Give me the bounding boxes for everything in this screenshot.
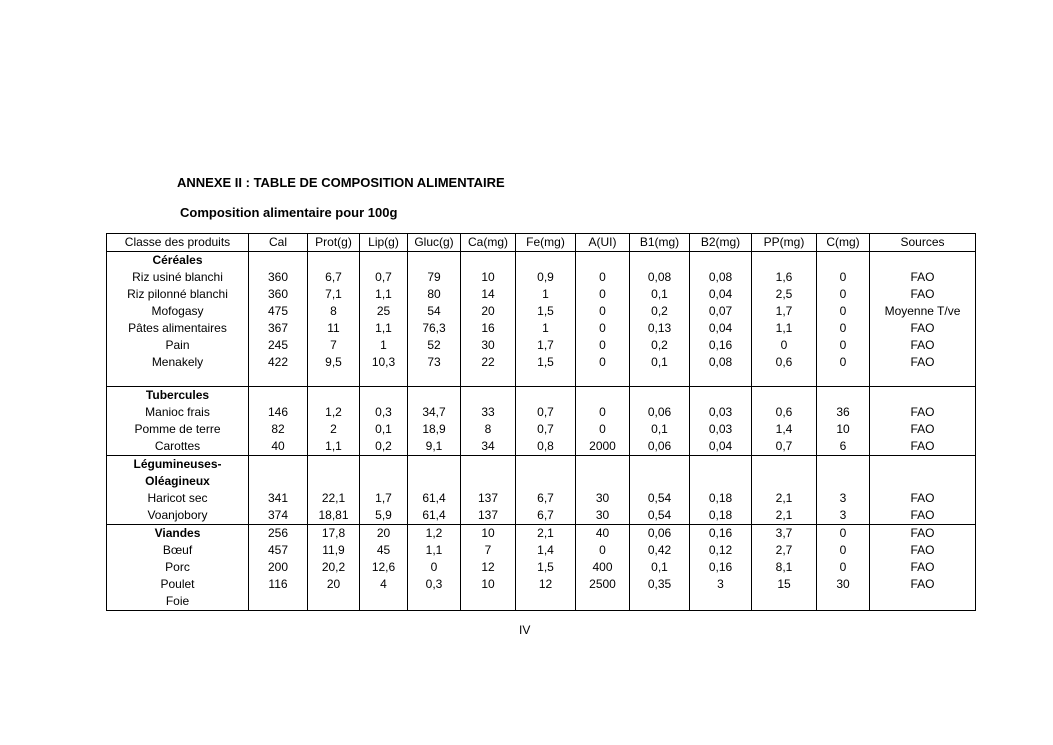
cell-value: 3,7	[775, 526, 793, 540]
product-name: Pain	[165, 338, 190, 352]
cell-value: 0	[839, 270, 847, 284]
cell-value: 20,2	[321, 560, 346, 574]
cell-value: 0,08	[708, 270, 733, 284]
cell-value: 2,1	[537, 526, 554, 540]
cell-value: 0,16	[708, 526, 733, 540]
cell-value: 2,1	[775, 508, 793, 522]
cell-value: 6,7	[537, 491, 554, 505]
cell-value: 116	[268, 577, 288, 591]
cell-value: 82	[271, 422, 285, 436]
table-cell	[516, 456, 576, 525]
table-cell	[249, 252, 308, 387]
table-subtitle: Composition alimentaire pour 100g	[180, 205, 398, 220]
cell-value: 3	[839, 508, 847, 522]
table-cell	[576, 525, 630, 611]
cell-value: FAO	[910, 321, 935, 335]
cell-value: 0	[599, 321, 606, 335]
cell-value: 25	[376, 304, 391, 318]
cell-value: 0	[839, 355, 847, 369]
cell-value: 0	[839, 338, 847, 352]
cell-value: FAO	[910, 439, 935, 453]
table-group	[107, 525, 976, 611]
cell-value: 367	[267, 321, 289, 335]
cell-value: 20	[376, 526, 391, 540]
table-cell	[249, 456, 308, 525]
cell-value: 1,1	[775, 321, 793, 335]
table-cell	[817, 525, 870, 611]
cell-value: 33	[481, 405, 495, 419]
cell-value: 0,42	[647, 543, 672, 557]
cell-value: 1,5	[537, 560, 554, 574]
cell-value: 360	[267, 270, 289, 284]
cell-value: 0	[430, 560, 438, 574]
cell-value: 8	[330, 304, 337, 318]
cell-value	[576, 593, 629, 610]
table-group	[107, 387, 976, 456]
table-row	[107, 456, 976, 525]
table-cell	[461, 456, 516, 525]
cell-value: 80	[427, 287, 441, 301]
cell-value: 1,6	[775, 270, 793, 284]
cell-value: 12	[481, 560, 495, 574]
cell-value: 54	[427, 304, 441, 318]
cell-value: 1,5	[537, 304, 554, 318]
table-cell	[690, 252, 752, 387]
page-number: IV	[519, 623, 531, 637]
cell-value: 360	[267, 287, 289, 301]
cell-value: 0	[839, 321, 847, 335]
cell-value: 34	[481, 439, 495, 453]
cell-value: 3	[839, 491, 847, 505]
table-cell	[870, 387, 976, 456]
table-cell	[360, 525, 408, 611]
cell-value: 40	[271, 439, 285, 453]
table-cell	[308, 252, 360, 387]
cell-value: 0,04	[708, 439, 733, 453]
product-name: Mofogasy	[151, 304, 204, 318]
cell-value: 6,7	[537, 508, 554, 522]
cell-value: 10	[836, 422, 850, 436]
cell-value: 0,1	[375, 422, 392, 436]
table-cell	[630, 525, 690, 611]
cell-value: 8	[484, 422, 492, 436]
table-cell	[690, 525, 752, 611]
column-header: Gluc(g)	[408, 234, 461, 252]
table-cell	[360, 456, 408, 525]
cell-value: 200	[267, 560, 289, 574]
cell-value: 0,54	[647, 491, 672, 505]
cell-value: FAO	[910, 508, 935, 522]
cell-value: 36	[836, 405, 850, 419]
cell-value: 0,6	[775, 355, 793, 369]
cell-value: 3	[717, 577, 724, 591]
cell-value: 341	[267, 491, 289, 505]
cell-value: 0	[780, 338, 788, 352]
cell-value: 30	[595, 508, 610, 522]
cell-value: FAO	[910, 526, 935, 540]
table-cell	[408, 525, 461, 611]
table-cell	[461, 525, 516, 611]
cell-value: FAO	[910, 491, 935, 505]
table-cell	[817, 387, 870, 456]
table-cell	[752, 525, 817, 611]
product-name: Foie	[165, 594, 190, 608]
column-header: Lip(g)	[360, 234, 408, 252]
table-header-row	[107, 234, 976, 252]
table-cell	[752, 456, 817, 525]
cell-value: 10	[481, 526, 495, 540]
cell-value: 52	[427, 338, 441, 352]
cell-value: 0,3	[375, 405, 392, 419]
column-header: Fe(mg)	[516, 234, 576, 252]
table-cell	[308, 525, 360, 611]
cell-value: 0	[839, 560, 847, 574]
cell-value: 0,1	[651, 560, 668, 574]
table-cell	[752, 252, 817, 387]
table-cell	[576, 456, 630, 525]
cell-value: 0,1	[651, 355, 668, 369]
cell-value: 15	[777, 577, 791, 591]
table-cell	[630, 387, 690, 456]
cell-value: 16	[481, 321, 495, 335]
cell-value: 0	[599, 287, 606, 301]
cell-value	[690, 593, 751, 610]
cell-value: 1	[380, 338, 387, 352]
cell-value: 12,6	[371, 560, 396, 574]
table-cell	[690, 456, 752, 525]
product-name: Haricot sec	[147, 491, 208, 505]
table-cell	[360, 387, 408, 456]
cell-value: 22	[481, 355, 495, 369]
cell-value: 1,1	[425, 543, 443, 557]
cell-value: 1,2	[325, 405, 342, 419]
cell-value: 0	[839, 526, 847, 540]
cell-value: 11	[327, 321, 340, 335]
column-header: PP(mg)	[752, 234, 817, 252]
cell-value: 137	[477, 508, 499, 522]
cell-value: 34,7	[422, 405, 446, 419]
product-name: Riz pilonné blanchi	[127, 287, 228, 301]
cell-value: 45	[376, 543, 391, 557]
cell-value: 20	[326, 577, 341, 591]
cell-value: 1,5	[537, 355, 554, 369]
cell-value: 79	[427, 270, 441, 284]
cell-value: FAO	[910, 270, 935, 284]
cell-value: 0,18	[708, 508, 733, 522]
cell-value: 22,1	[321, 491, 346, 505]
cell-value: 0,16	[708, 560, 733, 574]
page-title: ANNEXE II : TABLE DE COMPOSITION ALIMENTAIRE	[177, 175, 505, 190]
cell-value: 0,07	[708, 304, 733, 318]
table-group	[107, 456, 976, 525]
cell-value: 1,1	[325, 439, 342, 453]
cell-value: 0	[839, 543, 847, 557]
product-name: Carottes	[154, 439, 201, 453]
table-group	[107, 252, 976, 387]
cell-value: 0,9	[537, 270, 554, 284]
cell-value: 0,7	[375, 270, 392, 284]
cell-value: 1,7	[775, 304, 793, 318]
cell-value: 0,08	[647, 270, 672, 284]
cell-value: 17,8	[321, 526, 346, 540]
cell-value: 20	[481, 304, 495, 318]
cell-value: 76,3	[422, 321, 446, 335]
cell-value: 0	[599, 355, 606, 369]
cell-value	[249, 593, 307, 610]
table-cell	[576, 387, 630, 456]
table-cell	[249, 387, 308, 456]
column-header: B2(mg)	[690, 234, 752, 252]
cell-value: FAO	[910, 287, 935, 301]
column-header: Sources	[870, 234, 976, 252]
column-header: Ca(mg)	[461, 234, 516, 252]
group-header: Oléagineux	[145, 474, 210, 488]
cell-value: FAO	[910, 577, 935, 591]
table-cell	[516, 525, 576, 611]
cell-value: 10,3	[371, 355, 396, 369]
product-name: Pomme de terre	[134, 422, 221, 436]
cell-value: 7,1	[325, 287, 342, 301]
table-cell	[870, 525, 976, 611]
cell-value: 137	[477, 491, 499, 505]
table-cell	[516, 252, 576, 387]
cell-value: FAO	[910, 405, 935, 419]
cell-value: FAO	[910, 355, 935, 369]
table-row	[107, 252, 976, 387]
cell-value: 0,06	[647, 405, 672, 419]
cell-value: 1,7	[375, 491, 392, 505]
table-row	[107, 387, 976, 456]
cell-value: 0,06	[647, 526, 672, 540]
product-name: Manioc frais	[145, 405, 210, 419]
cell-value: 256	[267, 526, 289, 540]
cell-value	[630, 593, 689, 610]
cell-value: 0,3	[425, 577, 443, 591]
table-cell	[408, 252, 461, 387]
cell-value: 2	[330, 422, 337, 436]
cell-value: 73	[427, 355, 441, 369]
product-name: Pâtes alimentaires	[128, 321, 227, 335]
cell-value: 0,1	[651, 422, 668, 436]
table-cell	[308, 387, 360, 456]
cell-value: 30	[595, 491, 610, 505]
cell-value	[360, 593, 407, 610]
table-cell	[870, 456, 976, 525]
cell-value: 400	[592, 560, 613, 574]
product-name: Bœuf	[162, 543, 193, 557]
cell-value: 1,4	[775, 422, 793, 436]
table-cell	[461, 252, 516, 387]
cell-value: 146	[267, 405, 289, 419]
cell-value: 0,7	[537, 405, 554, 419]
table-cell	[817, 456, 870, 525]
cell-value: 1	[542, 321, 549, 335]
cell-value: 30	[481, 338, 495, 352]
cell-value: 0,35	[647, 577, 672, 591]
cell-value: 0,13	[647, 321, 672, 335]
cell-value: 11,9	[322, 543, 345, 557]
cell-value: 2,1	[775, 491, 793, 505]
cell-value: 10	[481, 270, 495, 284]
cell-value: 0,8	[537, 439, 554, 453]
cell-value: 245	[267, 338, 289, 352]
column-header: Prot(g)	[308, 234, 360, 252]
cell-value: 18,81	[318, 508, 349, 522]
cell-value: 2,5	[775, 287, 793, 301]
cell-value: 1,7	[537, 338, 554, 352]
composition-table	[106, 233, 976, 611]
table-cell	[360, 252, 408, 387]
product-name: Porc	[165, 560, 190, 574]
table-cell	[516, 387, 576, 456]
cell-value: 4	[380, 577, 387, 591]
product-name: Viandes	[154, 526, 201, 540]
cell-value: 0	[599, 338, 606, 352]
table-cell	[461, 387, 516, 456]
cell-value: 1,2	[425, 526, 443, 540]
cell-value: 8,1	[775, 560, 793, 574]
table-cell	[817, 252, 870, 387]
table-cell	[249, 525, 308, 611]
table-cell	[408, 456, 461, 525]
table-cell	[107, 387, 249, 456]
cell-value: 2000	[589, 439, 616, 453]
cell-value: 475	[267, 304, 289, 318]
cell-value: 0,18	[708, 491, 733, 505]
table-row	[107, 525, 976, 611]
cell-value: 61,4	[422, 508, 446, 522]
cell-value	[870, 593, 975, 610]
cell-value: 0,06	[647, 439, 672, 453]
table-cell	[107, 525, 249, 611]
cell-value: 0	[599, 422, 606, 436]
cell-value: 0,08	[708, 355, 733, 369]
cell-value: 5,9	[375, 508, 392, 522]
cell-value: 1,1	[375, 287, 392, 301]
cell-value: 1,4	[537, 543, 554, 557]
cell-value: 9,5	[325, 355, 342, 369]
cell-value: FAO	[910, 560, 935, 574]
cell-value: 0,6	[775, 405, 793, 419]
cell-value: 61,4	[422, 491, 446, 505]
cell-value: 0,04	[708, 321, 733, 335]
cell-value	[461, 593, 515, 610]
cell-value: 0,12	[708, 543, 733, 557]
cell-value: Moyenne T/ve	[884, 304, 961, 318]
cell-value: 18,9	[422, 422, 446, 436]
group-header: Tubercules	[145, 388, 210, 402]
cell-value	[516, 593, 575, 610]
cell-value: 10	[481, 577, 495, 591]
table-cell	[308, 456, 360, 525]
cell-value: 30	[836, 577, 850, 591]
cell-value: 0,04	[708, 287, 733, 301]
column-header: Cal	[249, 234, 308, 252]
cell-value: 0,2	[651, 304, 668, 318]
cell-value: 7	[330, 338, 337, 352]
cell-value	[752, 593, 816, 610]
cell-value: 374	[267, 508, 289, 522]
cell-value	[817, 593, 869, 610]
table-cell	[690, 387, 752, 456]
cell-value: 2500	[589, 577, 616, 591]
table-cell	[630, 456, 690, 525]
product-name: Menakely	[151, 355, 204, 369]
group-header: Légumineuses-	[133, 457, 222, 471]
column-header: Classe des produits	[107, 234, 249, 252]
cell-value: 0,16	[708, 338, 733, 352]
cell-value: 1,1	[375, 321, 392, 335]
table-cell	[870, 252, 976, 387]
cell-value: 0	[599, 405, 606, 419]
product-name: Riz usiné blanchi	[132, 270, 223, 284]
cell-value: 40	[595, 526, 610, 540]
column-header: C(mg)	[817, 234, 870, 252]
cell-value: 12	[538, 577, 553, 591]
cell-value: 0,7	[775, 439, 793, 453]
cell-value: 0,7	[537, 422, 554, 436]
table-cell	[630, 252, 690, 387]
table-cell	[408, 387, 461, 456]
cell-value: 457	[267, 543, 289, 557]
cell-value: 0	[839, 304, 847, 318]
column-header: B1(mg)	[630, 234, 690, 252]
product-name: Voanjobory	[147, 508, 208, 522]
cell-value: 6,7	[325, 270, 342, 284]
column-header: A(UI)	[576, 234, 630, 252]
cell-value: 6	[839, 439, 847, 453]
cell-value: FAO	[910, 338, 935, 352]
cell-value	[308, 593, 359, 610]
cell-value: 0,54	[647, 508, 672, 522]
product-name: Poulet	[160, 577, 195, 591]
cell-value: 0,03	[708, 405, 733, 419]
cell-value: 2,7	[775, 543, 793, 557]
cell-value: 7	[484, 543, 492, 557]
group-header: Céréales	[152, 253, 203, 267]
table-cell	[576, 252, 630, 387]
cell-value: 0	[599, 543, 606, 557]
cell-value: 1	[542, 287, 549, 301]
cell-value: 0	[599, 270, 606, 284]
cell-value	[408, 593, 460, 610]
cell-value: 422	[267, 355, 289, 369]
table-cell	[107, 456, 249, 525]
table-cell	[107, 252, 249, 387]
cell-value: 0	[599, 304, 606, 318]
cell-value: FAO	[910, 543, 935, 557]
cell-value: 0	[839, 287, 847, 301]
cell-value: 0,2	[651, 338, 668, 352]
cell-value: 14	[481, 287, 495, 301]
cell-value: 0,03	[708, 422, 733, 436]
cell-value: FAO	[910, 422, 935, 436]
cell-value: 0,2	[375, 439, 392, 453]
cell-value: 9,1	[425, 439, 443, 453]
cell-value: 0,1	[651, 287, 668, 301]
table-cell	[752, 387, 817, 456]
